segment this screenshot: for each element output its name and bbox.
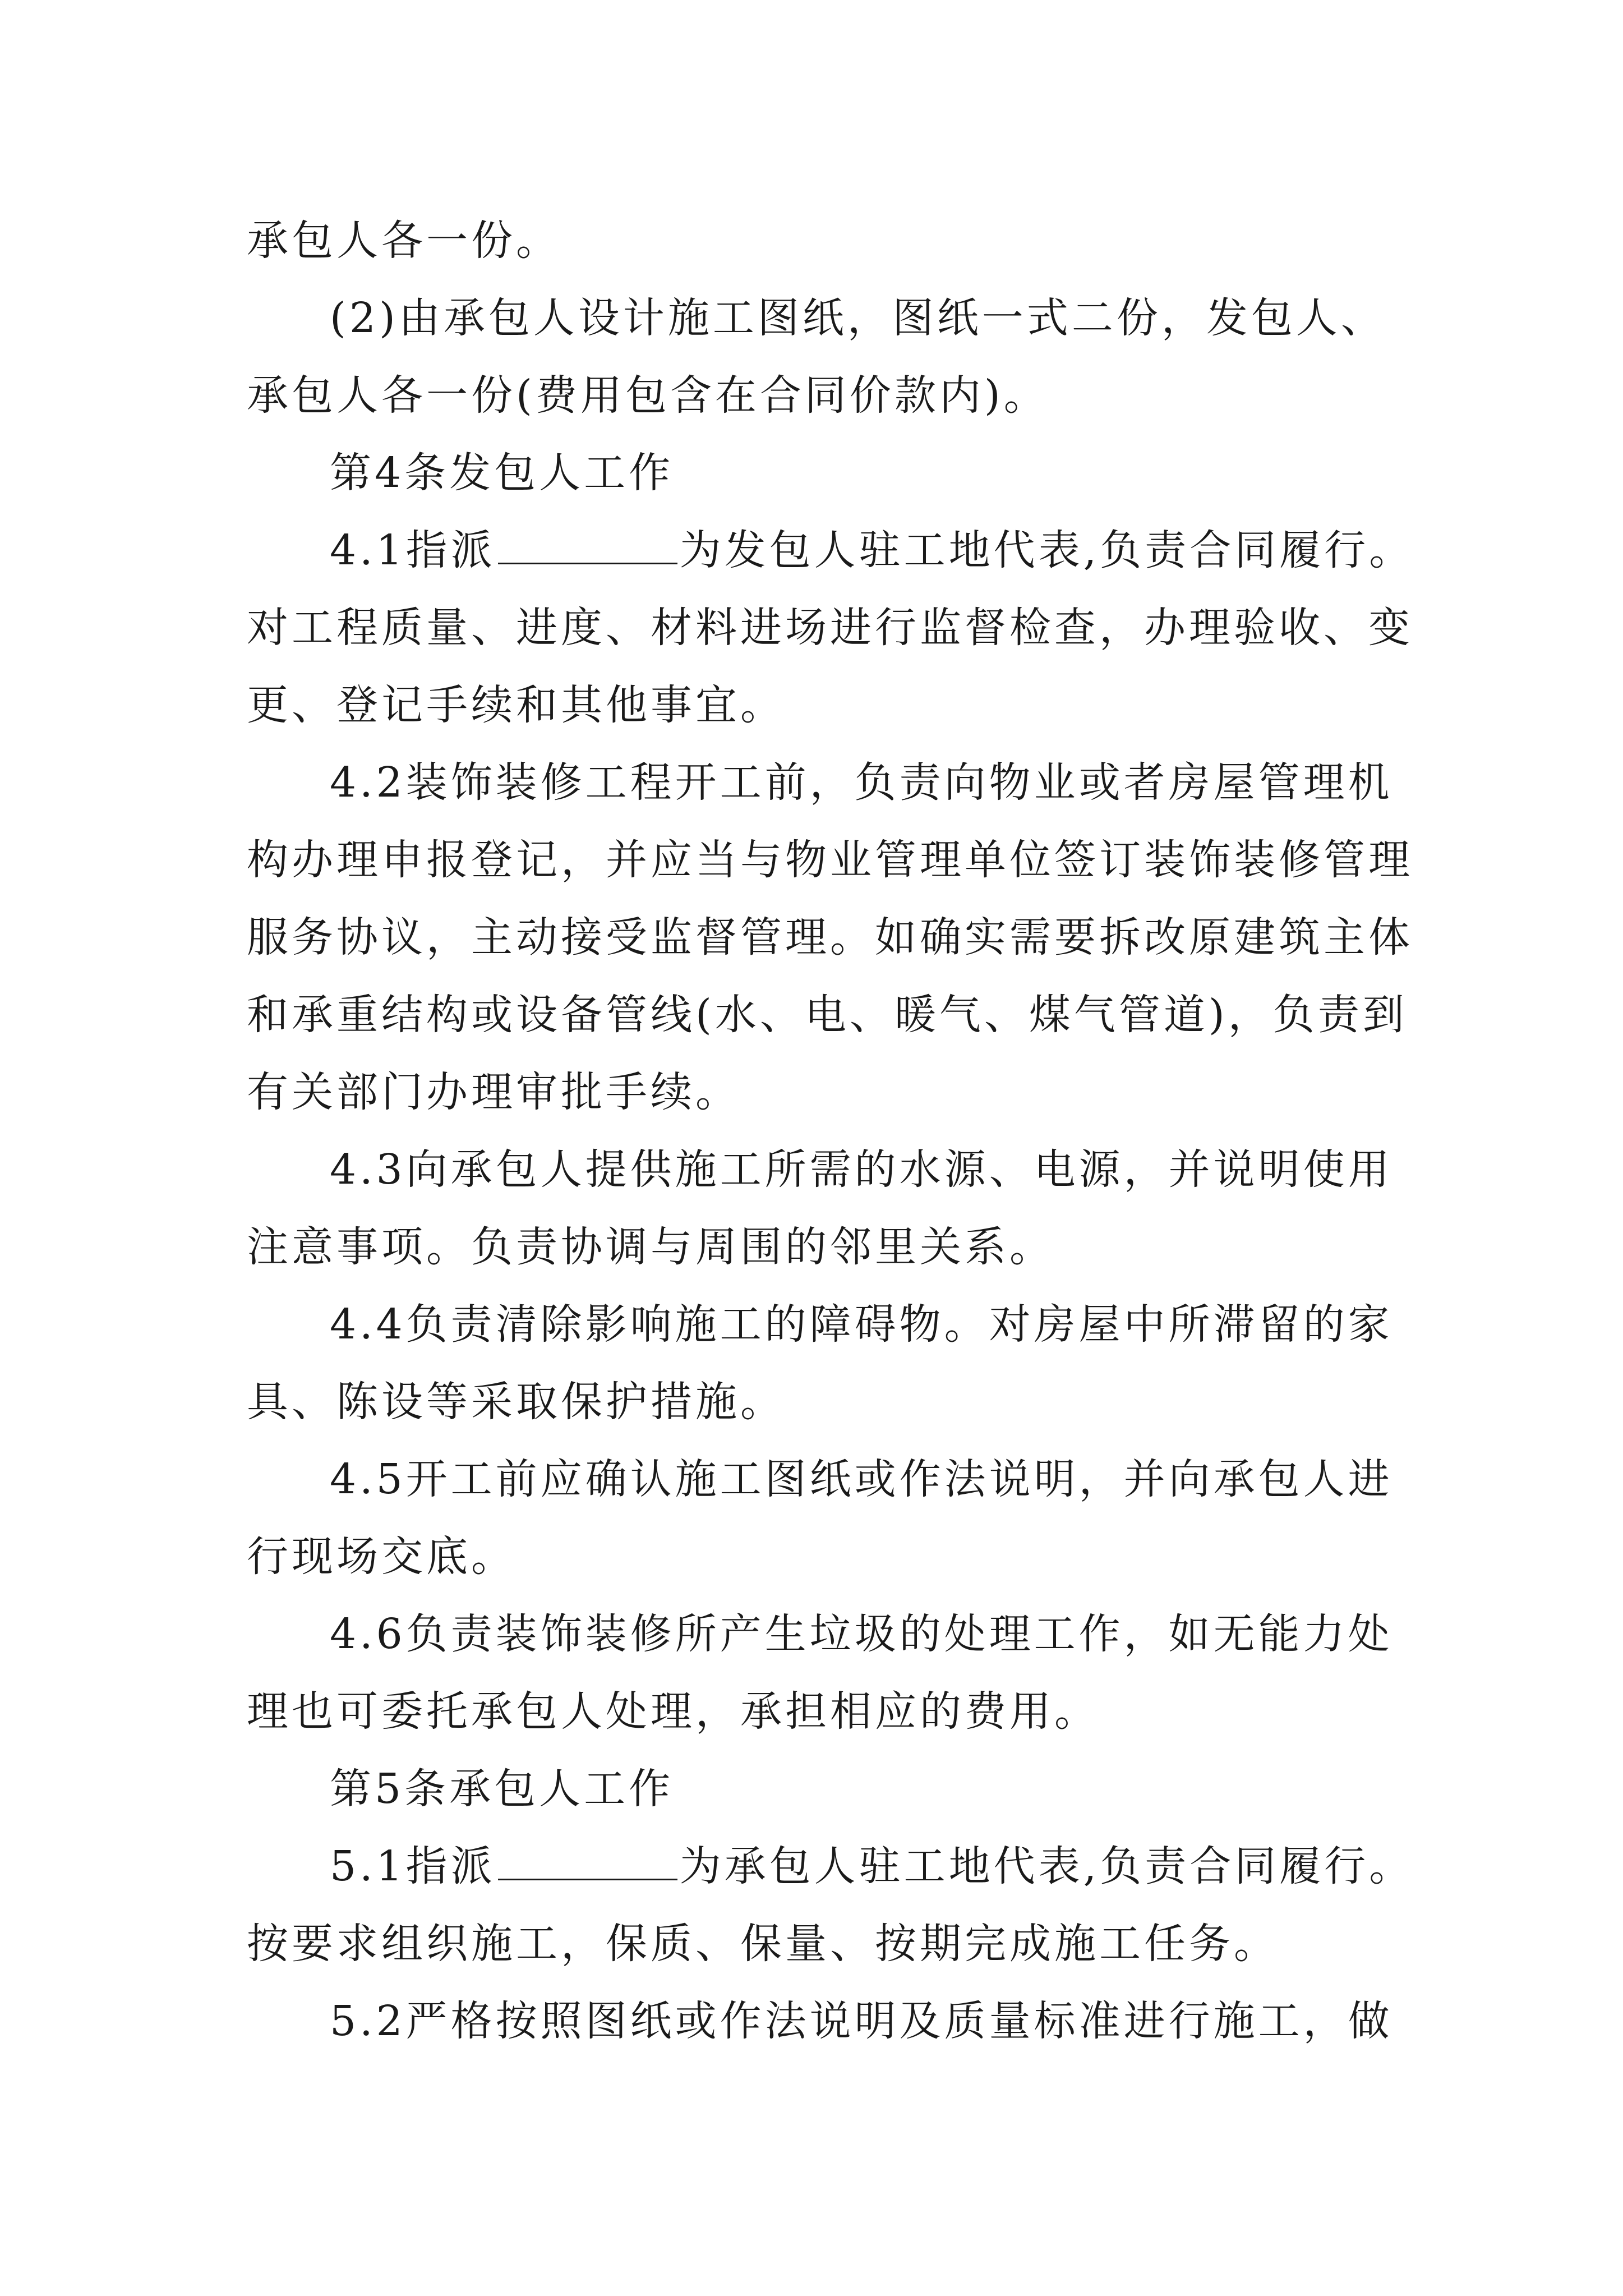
text-line: 注意事项。负责协调与周围的邻里关系。	[247, 1223, 1054, 1271]
text-line: 5.2严格按照图纸或作法说明及质量标准进行施工，做	[330, 1997, 1393, 2045]
text-line: 承包人各一份(费用包含在合同价款内)。	[247, 371, 1049, 420]
text-line: 具、陈设等采取保护措施。	[247, 1378, 785, 1426]
clause-prefix: 5.1指派	[330, 1842, 496, 1890]
text-line: 更、登记手续和其他事宜。	[247, 681, 785, 729]
text-line: 4.3向承包人提供施工所需的水源、电源，并说明使用	[330, 1145, 1393, 1194]
clause-suffix: 为承包人驻工地代表,负责合同履行。	[679, 1842, 1414, 1890]
text-line-with-blank	[247, 1828, 1414, 1905]
text-line-with-blank	[247, 512, 1414, 589]
fill-in-blank	[498, 1845, 677, 1880]
text-line: 4.5开工前应确认施工图纸或作法说明，并向承包人进	[330, 1455, 1393, 1503]
section-heading-4: 第4条发包人工作	[330, 449, 674, 497]
text-line: 4.4负责清除影响施工的障碍物。对房屋中所滞留的家	[330, 1300, 1393, 1349]
text-line: (2)由承包人设计施工图纸，图纸一式二份，发包人、	[330, 294, 1386, 342]
text-line: 和承重结构或设备管线(水、电、暖气、煤气管道)，负责到	[247, 991, 1408, 1039]
text-line: 4.6负责装饰装修所产生垃圾的处理工作，如无能力处	[330, 1610, 1393, 1658]
section-heading-5: 第5条承包人工作	[330, 1765, 674, 1813]
contract-text	[247, 202, 1414, 2060]
text-line: 有关部门办理审批手续。	[247, 1068, 740, 1116]
text-line: 4.2装饰装修工程开工前，负责向物业或者房屋管理机	[330, 758, 1393, 807]
text-line: 理也可委托承包人处理，承担相应的费用。	[247, 1687, 1099, 1736]
text-line: 对工程质量、进度、材料进场进行监督检查，办理验收、变	[247, 604, 1413, 652]
clause-prefix: 4.1指派	[330, 526, 496, 574]
text-line: 按要求组织施工，保质、保量、按期完成施工任务。	[247, 1920, 1279, 1968]
text-line: 行现场交底。	[247, 1533, 516, 1581]
fill-in-blank	[498, 529, 677, 564]
text-line: 服务协议，主动接受监督管理。如确实需要拆改原建筑主体	[247, 913, 1413, 961]
text-line: 承包人各一份。	[247, 217, 561, 265]
text-line: 构办理申报登记，并应当与物业管理单位签订装饰装修管理	[247, 836, 1413, 884]
clause-suffix: 为发包人驻工地代表,负责合同履行。	[679, 526, 1414, 574]
